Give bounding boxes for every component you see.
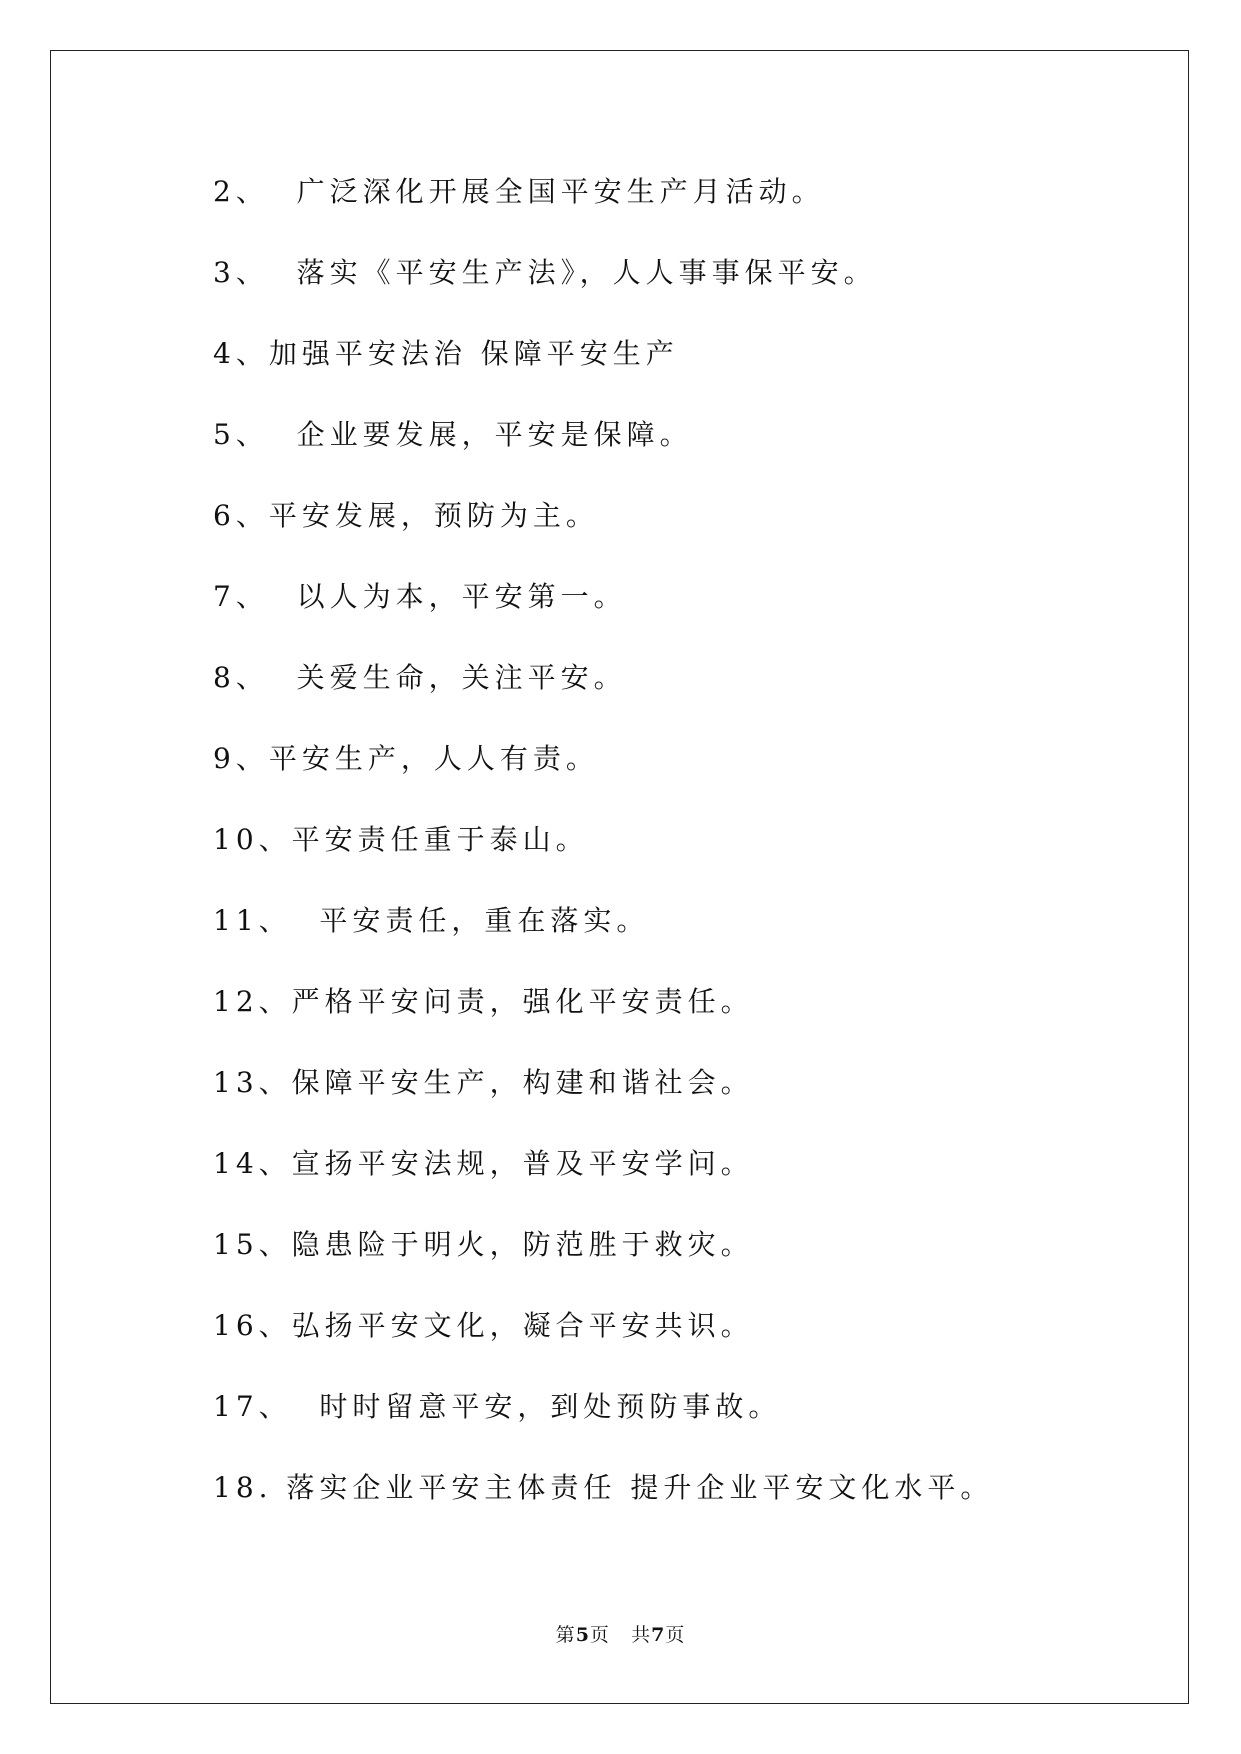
list-item: 18. 落实企业平安主体责任 提升企业平安文化水平。 — [213, 1471, 994, 1504]
list-item: 15、隐患险于明火，防范胜于救灾。 — [213, 1228, 754, 1261]
list-item: 14、宣扬平安法规，普及平安学问。 — [213, 1147, 754, 1180]
list-item: 5、 企业要发展，平安是保障。 — [213, 418, 693, 451]
total-pages: 7 — [651, 1624, 666, 1646]
list-item: 11、 平安责任，重在落实。 — [213, 904, 650, 937]
list-item: 7、 以人为本，平安第一。 — [213, 580, 627, 613]
total-prefix: 共 — [631, 1624, 652, 1646]
document-body — [213, 170, 1113, 1547]
list-item: 9、平安生产，人人有责。 — [213, 742, 599, 775]
page-prefix: 第 — [555, 1624, 576, 1646]
list-item: 6、平安发展，预防为主。 — [213, 499, 599, 532]
list-item: 3、 落实《平安生产法》，人人事事保平安。 — [213, 256, 877, 289]
page-suffix: 页 — [589, 1624, 610, 1646]
list-item: 16、弘扬平安文化，凝合平安共识。 — [213, 1309, 754, 1342]
list-item: 8、 关爱生命，关注平安。 — [213, 661, 627, 694]
list-item: 12、严格平安问责，强化平安责任。 — [213, 985, 754, 1018]
page-number: 5 — [575, 1624, 590, 1646]
page-footer — [0, 1620, 1241, 1647]
list-item: 4、加强平安法治 保障平安生产 — [213, 337, 679, 370]
list-item: 13、保障平安生产，构建和谐社会。 — [213, 1066, 754, 1099]
list-item: 2、 广泛深化开展全国平安生产月活动。 — [213, 175, 825, 208]
list-item: 10、平安责任重于泰山。 — [213, 823, 589, 856]
list-item: 17、 时时留意平安，到处预防事故。 — [213, 1390, 782, 1423]
total-suffix: 页 — [665, 1624, 686, 1646]
